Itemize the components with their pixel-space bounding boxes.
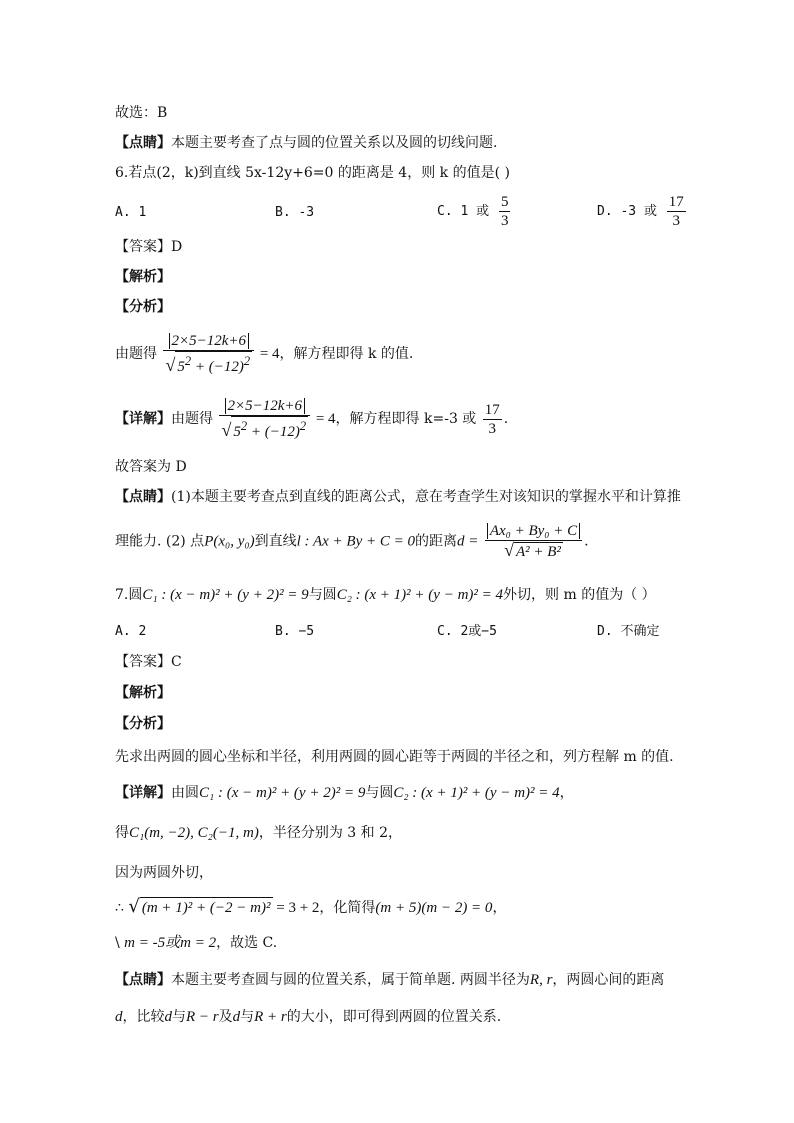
q7-jiexi-label: 【解析】 bbox=[115, 685, 171, 701]
q7-note-line1: 【点睛】本题主要考查圆与圆的位置关系，属于简单题. 两圆半径为R, r，两圆心间的距离 bbox=[115, 972, 665, 988]
q6-option-d: D. -3 或 $\frac{17}{3}$ bbox=[597, 194, 684, 229]
comment-text: 本题主要考查了点与圆的位置关系以及圆的切线问题. bbox=[171, 135, 498, 151]
fraction-5-3: $\frac{5}{3}$ bbox=[500, 194, 509, 229]
q6-answer: 【答案】D bbox=[115, 239, 183, 255]
q7-note-line2: d，比较d与R − r及d与R + r的大小，即可得到两圆的位置关系. bbox=[115, 1009, 502, 1025]
q7-centers: 得C₁(m, −2), C₂(−1, m)，半径分别为 3 和 2， bbox=[115, 825, 403, 841]
distance-fraction: $\frac{2\times 5-12k+6}{√ 5^2 + (-12)^2}$ bbox=[163, 332, 254, 376]
q6-detail: 【详解】由题得 $\frac{2\times 5-12k+6}{√ 5^2 + (-12)^2}$ = 4，解方程即得 k=-3 或 $\frac{17}{3}$ . bbox=[115, 398, 509, 440]
prev-comment bbox=[115, 133, 497, 153]
q7-option-c: C. 2或−5 bbox=[437, 624, 497, 639]
q7-stem: 7.圆C₁ : (x − m)² + (y + 2)² = 9与圆C₂ : (x + 1)² + (y − m)² = 4外切，则 m 的值为（ ） bbox=[115, 587, 656, 603]
q6-option-c: C. 1 或 $\frac{5}{3}$ bbox=[437, 194, 509, 229]
q7-detail: 【详解】由圆C₁ : (x − m)² + (y + 2)² = 9与圆C₂ : (x + 1)² + (y − m)² = 4， bbox=[115, 785, 574, 801]
q7-option-d: D. 不确定 bbox=[597, 624, 660, 639]
q6-note-line2: 理能力. (2) 点P(x₀, y₀)到直线l : Ax + By + C = 0的距离d = $\frac{\text{Ax₀ + By₀ + C}}{\text{√ A² + B²}}$ . bbox=[115, 523, 589, 560]
q7-option-b: B. −5 bbox=[275, 624, 315, 639]
q7-tangent: 因为两圆外切， bbox=[115, 865, 213, 881]
distance-fraction-detail: $\frac{2\times 5-12k+6}{√ 5^2 + (-12)^2}$ bbox=[219, 397, 310, 441]
q7-equation: ∴ √ (m + 1)² + (−2 − m)² = 3 + 2，化简得(m + 5)(m − 2) = 0， bbox=[115, 896, 507, 917]
sqrt-expression: (m + 1)² + (−2 − m)² bbox=[140, 897, 273, 918]
q7-analysis: 先求出两圆的圆心坐标和半径，利用两圆的圆心距等于两圆的半径之和，列方程解 m 的值. bbox=[115, 749, 674, 765]
q6-option-a: A. 1 bbox=[115, 205, 147, 220]
fraction-17-3: $\frac{17}{3}$ bbox=[668, 194, 684, 229]
fraction-17-3-detail: $\frac{17}{3}$ bbox=[484, 401, 500, 437]
q6-stem: 6.若点(2，k)到直线 5x-12y+6=0 的距离是 4，则 k 的值是( ) bbox=[115, 165, 510, 181]
q7-result: \ m = -5或m = 2，故选 C. bbox=[115, 935, 278, 951]
prev-choice-line: 故选：B bbox=[115, 105, 168, 121]
q7-fenxi-label: 【分析】 bbox=[115, 716, 171, 732]
q6-jiexi-label: 【解析】 bbox=[115, 269, 171, 285]
point-line-distance-fraction: $\frac{\text{Ax₀ + By₀ + C}}{\text{√ A² + B²}}$ bbox=[485, 522, 582, 561]
q6-analysis: 由题得 $\frac{2\times 5-12k+6}{√ 5^2 + (-12)^2}$ = 4，解方程即得 k 的值. bbox=[115, 333, 414, 375]
comment-label: 【点睛】 bbox=[115, 135, 171, 151]
q7-option-a: A. 2 bbox=[115, 624, 147, 639]
q6-option-b: B. -3 bbox=[275, 205, 315, 220]
q6-final: 故答案为 D bbox=[115, 459, 187, 475]
q7-answer: 【答案】C bbox=[115, 654, 182, 670]
q6-fenxi-label: 【分析】 bbox=[115, 299, 171, 315]
q6-note-line1: 【点睛】(1)本题主要考查点到直线的距离公式，意在考查学生对该知识的掌握水平和计算推 bbox=[115, 489, 681, 505]
